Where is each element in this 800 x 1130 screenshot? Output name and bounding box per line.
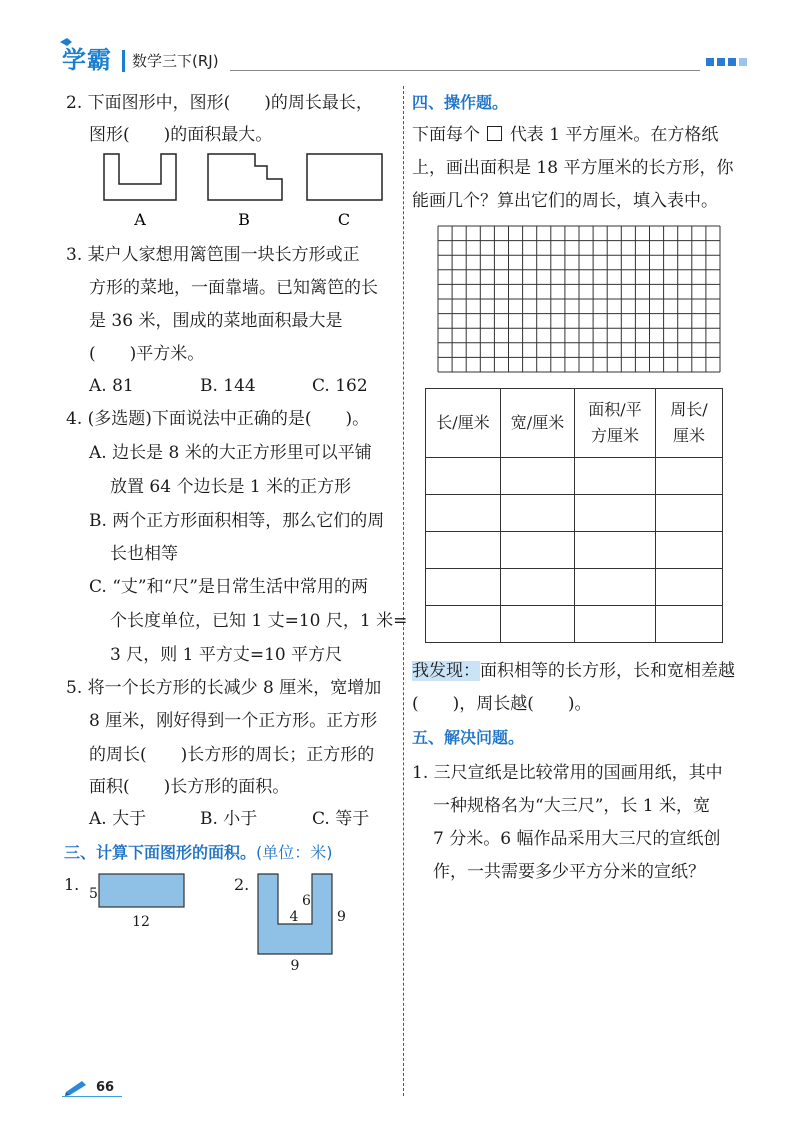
header-decoration [706,58,747,66]
section5-title: 五、解决问题。 [412,728,525,747]
section3-title [64,842,333,864]
fig1-height-label: 5 [89,886,98,902]
table-cell[interactable] [575,606,656,643]
fig2-number: 2. [234,875,250,894]
q4-option-c-line1: C. “丈”和“尺”是日常生活中常用的两 [89,577,368,597]
table-cell[interactable] [575,495,656,532]
label-b: B [238,210,250,229]
fig2-width-label: 9 [290,958,300,974]
graduation-cap-icon [58,36,72,54]
section4-line3: 能画几个？算出它们的周长，填入表中。 [412,191,718,211]
table-cell[interactable] [426,495,501,532]
q3-line3: 是 36 米，围成的菜地面积最大是 [89,311,343,331]
unit-square-icon [487,126,502,141]
table-cell[interactable] [656,458,723,495]
table-cell[interactable] [501,458,575,495]
q5-line1: 5. 将一个长方形的长减少 8 厘米，宽增加 [66,678,382,698]
q5-line2: 8 厘米，刚好得到一个正方形。正方形 [89,711,378,731]
table-cell[interactable] [426,458,501,495]
table-row [426,495,723,532]
table-cell[interactable] [426,606,501,643]
grid-paper[interactable] [437,225,721,373]
logo-divider [122,50,125,72]
table-cell[interactable] [501,532,575,569]
header-perimeter: 周长/ 厘米 [656,389,723,458]
section4-line2: 上，画出面积是 18 平方厘米的长方形，你 [412,158,734,178]
q5-option-b: B. 小于 [200,809,258,829]
q3-option-b: B. 144 [200,376,256,396]
section3-title-text: 三、计算下面图形的面积。 [64,843,257,862]
pencil-icon [64,1078,90,1096]
fig2-inner-width-label: 4 [289,909,299,925]
discovery-line1 [412,660,735,682]
table-cell[interactable] [656,532,723,569]
logo-text: 学霸 [62,46,112,74]
table-cell[interactable] [575,569,656,606]
section5-q1-line4: 作，一共需要多少平方分米的宣纸？ [433,862,705,882]
table-cell[interactable] [656,569,723,606]
section4-line1-a: 下面每个 [412,125,480,145]
section4-line1-b: 代表 1 平方厘米。在方格纸 [509,125,719,145]
q4-option-a-line1: A. 边长是 8 米的大正方形里可以平铺 [89,443,372,463]
q3-option-c: C. 162 [312,376,368,396]
header-area: 面积/平 方厘米 [575,389,656,458]
fig1-width-label: 12 [132,914,150,930]
table-cell[interactable] [501,495,575,532]
header-length: 长/厘米 [426,389,501,458]
figure-c-rectangle [307,154,382,200]
header-width: 宽/厘米 [501,389,575,458]
section4-title: 四、操作题。 [412,93,509,112]
q3-line1: 3. 某户人家想用篱笆围一块长方形或正 [66,245,360,265]
discovery-text: 面积相等的长方形，长和宽相差越 [480,661,735,681]
q5-line4: 面积( )长方形的面积。 [89,777,290,797]
book-title: 数学三下(RJ) [132,52,219,70]
table-cell[interactable] [501,606,575,643]
discovery-line2: ( )，周长越( )。 [412,694,592,714]
q3-line2: 方形的菜地，一面靠墙。已知篱笆的长 [89,278,378,298]
table-cell[interactable] [575,532,656,569]
discovery-label: 我发现： [412,661,480,681]
table-cell[interactable] [575,458,656,495]
table-row [426,569,723,606]
fig2-inner-depth-label: 6 [302,893,311,909]
logo [62,40,112,75]
figure-b-stepped [208,154,282,200]
q4-option-c-line2: 个长度单位，已知 1 丈=10 尺，1 米= [110,611,408,631]
table-row [426,532,723,569]
q2-figures [100,150,390,230]
q5-option-a: A. 大于 [89,809,147,829]
q5-line3: 的周长( )长方形的周长；正方形的 [89,745,375,765]
q3-line4: ( )平方米。 [89,344,205,364]
q3-option-a: A. 81 [89,376,134,396]
page-number: 66 [96,1080,115,1095]
q4-option-b-line1: B. 两个正方形面积相等，那么它们的周 [89,511,385,531]
fig2-height-label: 9 [337,909,346,925]
q5-option-c: C. 等于 [312,809,370,829]
q2-line1: 2. 下面图形中，图形( )的周长最长， [66,93,373,113]
figure-a-u-shape [104,154,176,200]
table-cell[interactable] [656,495,723,532]
section5-q1-line1: 1. 三尺宣纸是比较常用的国画用纸，其中 [412,763,723,783]
section5-q1-line3: 7 分米。6 幅作品采用大三尺的宣纸创 [433,829,721,849]
label-c: C [337,210,351,229]
table-header-row [426,389,723,458]
results-table [425,388,723,643]
q4-option-a-line2: 放置 64 个边长是 1 米的正方形 [110,477,352,497]
footer-rule [62,1096,122,1097]
table-row [426,458,723,495]
table-cell[interactable] [426,569,501,606]
table-row [426,606,723,643]
q2-line2: 图形( )的面积最大。 [89,125,273,145]
table-cell[interactable] [656,606,723,643]
section3-unit: (单位：米) [256,843,333,862]
label-a: A [134,210,146,229]
column-divider [403,86,404,1096]
q4-line1: 4. (多选题)下面说法中正确的是( )。 [66,409,370,429]
section4-line1 [412,124,718,146]
fig1-rectangle [99,874,184,907]
q4-option-c-line3: 3 尺，则 1 平方丈=10 平方尺 [110,645,343,665]
section3-figures [62,868,402,978]
table-cell[interactable] [501,569,575,606]
table-cell[interactable] [426,532,501,569]
fig1-number: 1. [64,875,80,894]
q4-option-b-line2: 长也相等 [110,544,178,564]
header-rule [230,70,700,71]
section5-q1-line2: 一种规格名为“大三尺”，长 1 米，宽 [433,796,711,816]
